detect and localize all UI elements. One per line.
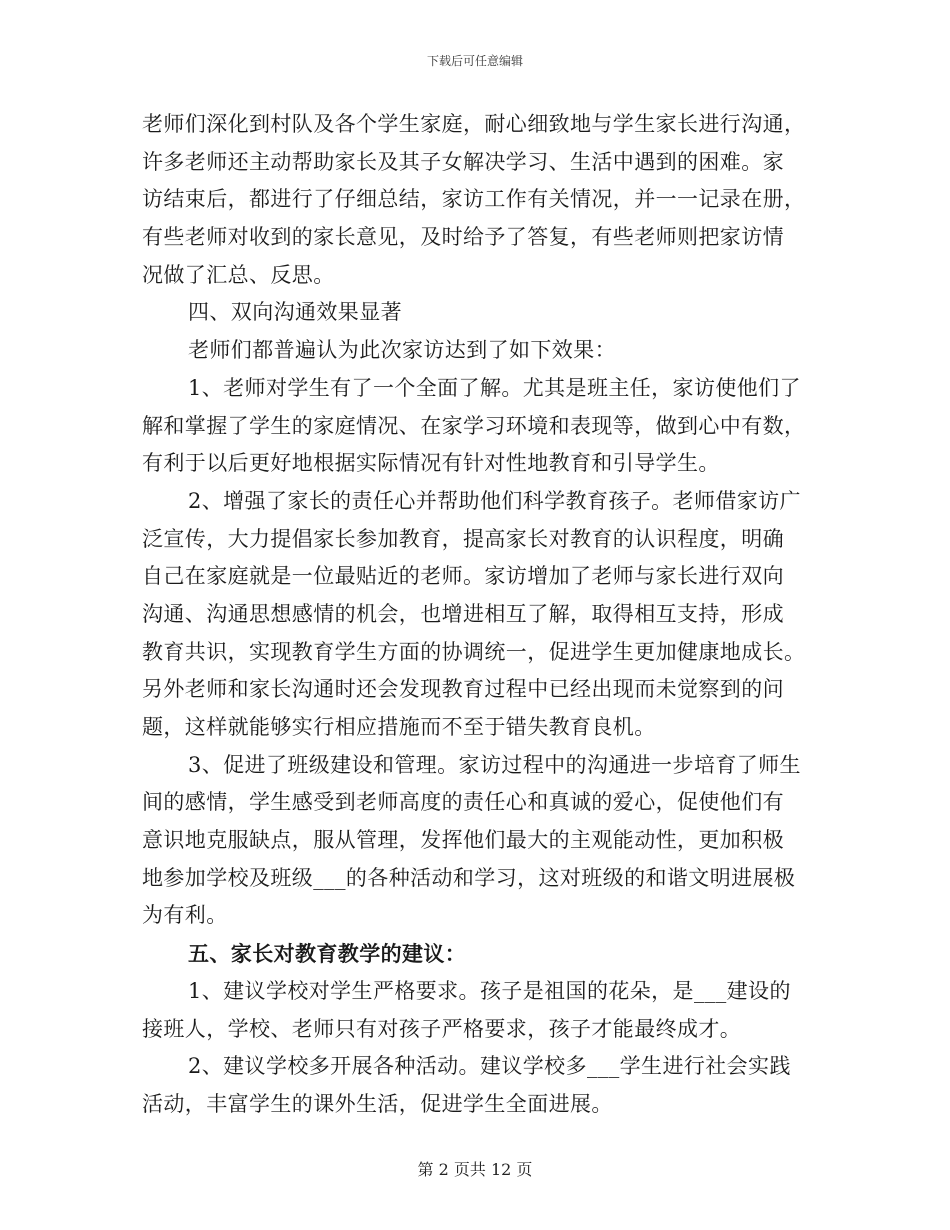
- text-line: 题，这样就能够实行相应措施而不至于错失教育良机。: [142, 715, 656, 739]
- text-line: 访结束后，都进行了仔细总结，家访工作有关情况，并一一记录在册，: [142, 187, 806, 212]
- text-line: 沟通、沟通思想感情的机会，也增进相互了解，取得相互支持，形成: [142, 601, 784, 626]
- text-line: 解和掌握了学生的家庭情况、在家学习环境和表现等，做到心中有数，: [142, 413, 806, 438]
- text-line: 活动，丰富学生的课外生活，促进学生全面进展。: [142, 1091, 613, 1116]
- text-line: 2、建议学校多开展各种活动。建议学校多___学生进行社会实践: [188, 1054, 791, 1079]
- page-number: 第 2 页共 12 页: [417, 1160, 533, 1179]
- text-line: 意识地克服缺点，服从管理，发挥他们最大的主观能动性，更加积极: [142, 828, 784, 853]
- text-line: 有利于以后更好地根据实际情况有针对性地教育和引导学生。: [142, 451, 720, 476]
- text-line: 许多老师还主动帮助家长及其子女解决学习、生活中遇到的困难。家: [142, 149, 784, 174]
- text-line: 另外老师和家长沟通时还会发现教育过程中已经出现而未觉察到的问: [142, 677, 784, 702]
- text-line: 1、建议学校对学生严格要求。孩子是祖国的花朵，是___建设的: [188, 978, 791, 1003]
- page-header: 下载后可任意编辑: [426, 54, 523, 68]
- text-line: 地参加学校及班级___的各种活动和学习，这对班级的和谐文明进展极: [142, 865, 796, 890]
- text-line: 间的感情，学生感受到老师高度的责任心和真诚的爱心，促使他们有: [142, 790, 784, 815]
- text-line: 况做了汇总、反思。: [142, 262, 335, 287]
- text-line: 为有利。: [142, 903, 228, 928]
- text-line: 老师们深化到村队及各个学生家庭，耐心细致地与学生家长进行沟通，: [142, 112, 806, 136]
- text-line: 教育共识，实现教育学生方面的协调统一，促进学生更加健康地成长。: [142, 639, 806, 664]
- text-line: 自己在家庭就是一位最贴近的老师。家访增加了老师与家长进行双向: [142, 564, 784, 589]
- text-line: 泛宣传，大力提倡家长参加教育，提高家长对教育的认识程度，明确: [142, 526, 784, 551]
- text-line: 接班人，学校、老师只有对孩子严格要求，孩子才能最终成才。: [142, 1016, 742, 1041]
- text-line: 四、双向沟通效果显著: [188, 300, 402, 325]
- document-body: [142, 106, 810, 1124]
- text-line: 3、促进了班级建设和管理。家访过程中的沟通进一步培育了师生: [188, 752, 801, 777]
- text-line: 老师们都普遍认为此次家访达到了如下效果：: [188, 338, 616, 363]
- text-line: 2、增强了家长的责任心并帮助他们科学教育孩子。老师借家访广: [188, 488, 801, 513]
- section-heading-line: 五、家长对教育教学的建议：: [188, 941, 467, 967]
- text-line: 1、老师对学生有了一个全面了解。尤其是班主任，家访使他们了: [188, 375, 801, 400]
- text-line: 有些老师对收到的家长意见，及时给予了答复，有些老师则把家访情: [142, 225, 784, 250]
